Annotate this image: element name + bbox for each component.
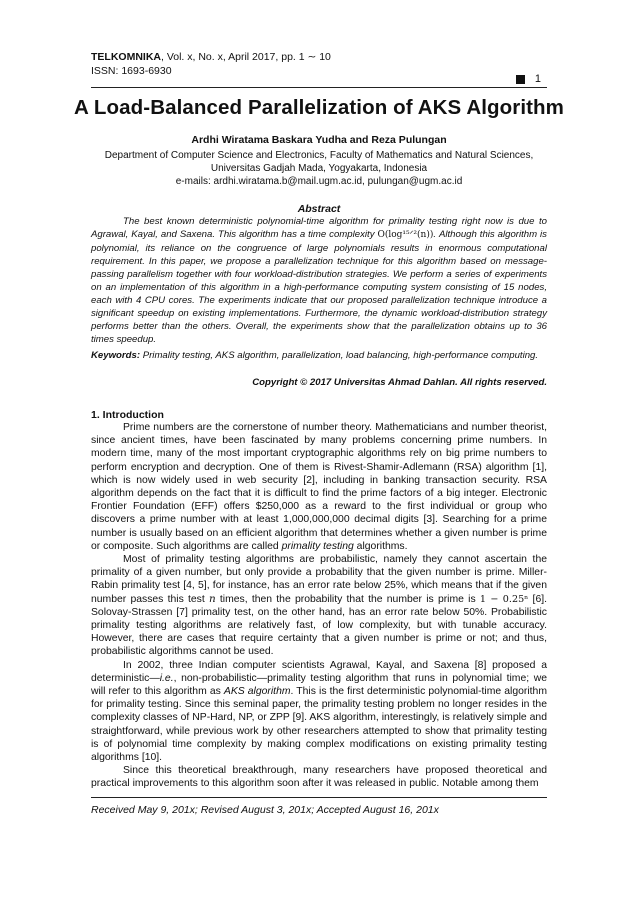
- p3-text-c: . This is the first deterministic polynomial-time algorithm for primality testing. Since this seminal paper, the primality testing problem no longer resides in the complexity classes of NP-Hard, NP, or ZPP [9]. AKS algorithm, interestingly, is relatively simple and straightforward, while previous work by other researchers attempted to show that primality testing is of polynomial time complexity by making complex modifications on existing primality testing algorithms [10].: [91, 686, 547, 764]
- abstract-text: [91, 215, 547, 346]
- black-square-icon: [516, 75, 525, 84]
- section-heading: 1. Introduction: [91, 409, 164, 421]
- p2-var-n: n: [208, 592, 216, 605]
- paragraph-4: Since this theoretical breakthrough, many researchers have proposed theoretical and practical improvements to this algorithm soon after it was released in public. Notable among them: [91, 765, 547, 790]
- abstract-heading: Abstract: [297, 203, 341, 215]
- p2-formula: 1 − 0.25ⁿ: [479, 593, 529, 605]
- p2-text-c: [6]. Solovay-Strassen [7] primality test, on the other hand, has an error rate below 50%. Probabilistic primality testing algorithms are relatively fast, of low complexity, but with tunable accuracy. However, there are cases that require certainty that a given number is prime or not; and thus, probabilistic algorithms cannot be used.: [91, 593, 547, 658]
- paper-authors: Ardhi Wiratama Baskara Yudha and Reza Pulungan: [191, 134, 447, 146]
- page-number: 1: [534, 73, 541, 85]
- page-number-block: [516, 73, 541, 85]
- keywords-text: Primality testing, AKS algorithm, parallelization, load balancing, high-performance computing.: [140, 350, 539, 361]
- p3-text-a: In 2002, three Indian computer scientists Agrawal, Kayal, and Saxena [8] proposed a deterministic—: [91, 659, 547, 684]
- journal-citation: , Vol. x, No. x, April 2017, pp. 1 ∼ 10: [161, 51, 331, 63]
- affiliation-line-2: Universitas Gadjah Mada, Yogyakarta, Indonesia: [210, 163, 428, 174]
- received-dates: Received May 9, 201x; Revised August 3, 201x; Accepted August 16, 201x: [91, 804, 439, 816]
- p3-text-b: , non-probabilistic—primality testing algorithm that runs in polynomial time; we will refer to this algorithm as: [91, 672, 547, 698]
- header-rule: [91, 87, 547, 88]
- keywords: [91, 350, 547, 361]
- section-body: [91, 421, 547, 791]
- author-emails: e-mails: ardhi.wiratama.b@mail.ugm.ac.id, pulungan@ugm.ac.id: [175, 176, 463, 187]
- p3-aks: AKS algorithm: [223, 686, 291, 698]
- keywords-label: Keywords:: [91, 350, 141, 361]
- issn: ISSN: 1693-6930: [91, 65, 172, 77]
- affiliation-line-1: Department of Computer Science and Electronics, Faculty of Mathematics and Natural Sciences,: [104, 150, 534, 161]
- copyright-notice: Copyright © 2017 Universitas Ahmad Dahlan. All rights reserved.: [252, 377, 547, 388]
- paragraph-1: [91, 421, 547, 553]
- p1-text: Prime numbers are the cornerstone of number theory. Mathematicians and number theorist, since ancient times, have been fascinated by many problems concerning prime numbers. In modern time, many of the most important cryptographic algorithms rely on big prime numbers to perform encryption and decryption. One of them is Rivest-Shamir-Adlemann (RSA) algorithm [1], which is now widely used in web security [2], including in banking transaction security. RSA algorithm depends on the fact that it is difficult to find the prime factors of a big integer. Electronic Frontier Foundation (EFF) offers $250,000 as a reward to the first individual or group who discovers a prime number with at least 1,000,000,000 decimal digits [3]. Searching for a prime number is usually based on an efficient algorithm that determines whether a given number is prime or composite. Such algorithms are called: [91, 422, 547, 552]
- paper-title: A Load-Balanced Parallelization of AKS Algorithm: [73, 96, 565, 119]
- p1-emphasis: primality testing: [281, 540, 354, 552]
- paragraph-3: [91, 659, 547, 765]
- journal-name: TELKOMNIKA: [91, 51, 161, 63]
- abstract-part-2: . Although this algorithm is polynomial, its reliance on the congruence of large polynomials results in enormous computational requirement. In this paper, we propose a parallelization technique for this algorithm based on message-passing parallelism together with four workload-distribution strategies. We perform a series of experiments on an implementation of this algorithm in a high-performance computing system consisting of 15 nodes, each with 4 CPU cores. The experiments indicate that our proposed parallelization technique introduce a significant speedup on existing implementations. Furthermore, the dynamic workload-distribution strategy performs better than the others. Overall, the experiments show that the parallelization obtains up to 36 times speedup.: [91, 229, 547, 345]
- affiliation: [91, 149, 547, 188]
- p1-end: algorithms.: [353, 540, 408, 552]
- complexity-formula: O(log¹⁵ᐟ²(n)): [377, 230, 434, 240]
- p3-ie: i.e.: [159, 672, 174, 684]
- abstract-part-1: The best known deterministic polynomial-time algorithm for primality testing right now is due to Agrawal, Kayal, and Saxena. This algorithm has a time complexity: [91, 216, 547, 240]
- p2-text-a: Most of primality testing algorithms are probabilistic, namely they cannot ascertain the primality of a given number, but only provide a probability that the given number is prime. Miller-Rabin primality test [4, 5], for instance, has an error rate below 25%, which means that if the given number passes this test: [91, 554, 547, 605]
- p2-text-b: times, then the probability that the number is prime is: [215, 593, 480, 605]
- paragraph-2: [91, 553, 547, 659]
- running-header: [91, 50, 331, 78]
- footer-rule: [91, 797, 547, 798]
